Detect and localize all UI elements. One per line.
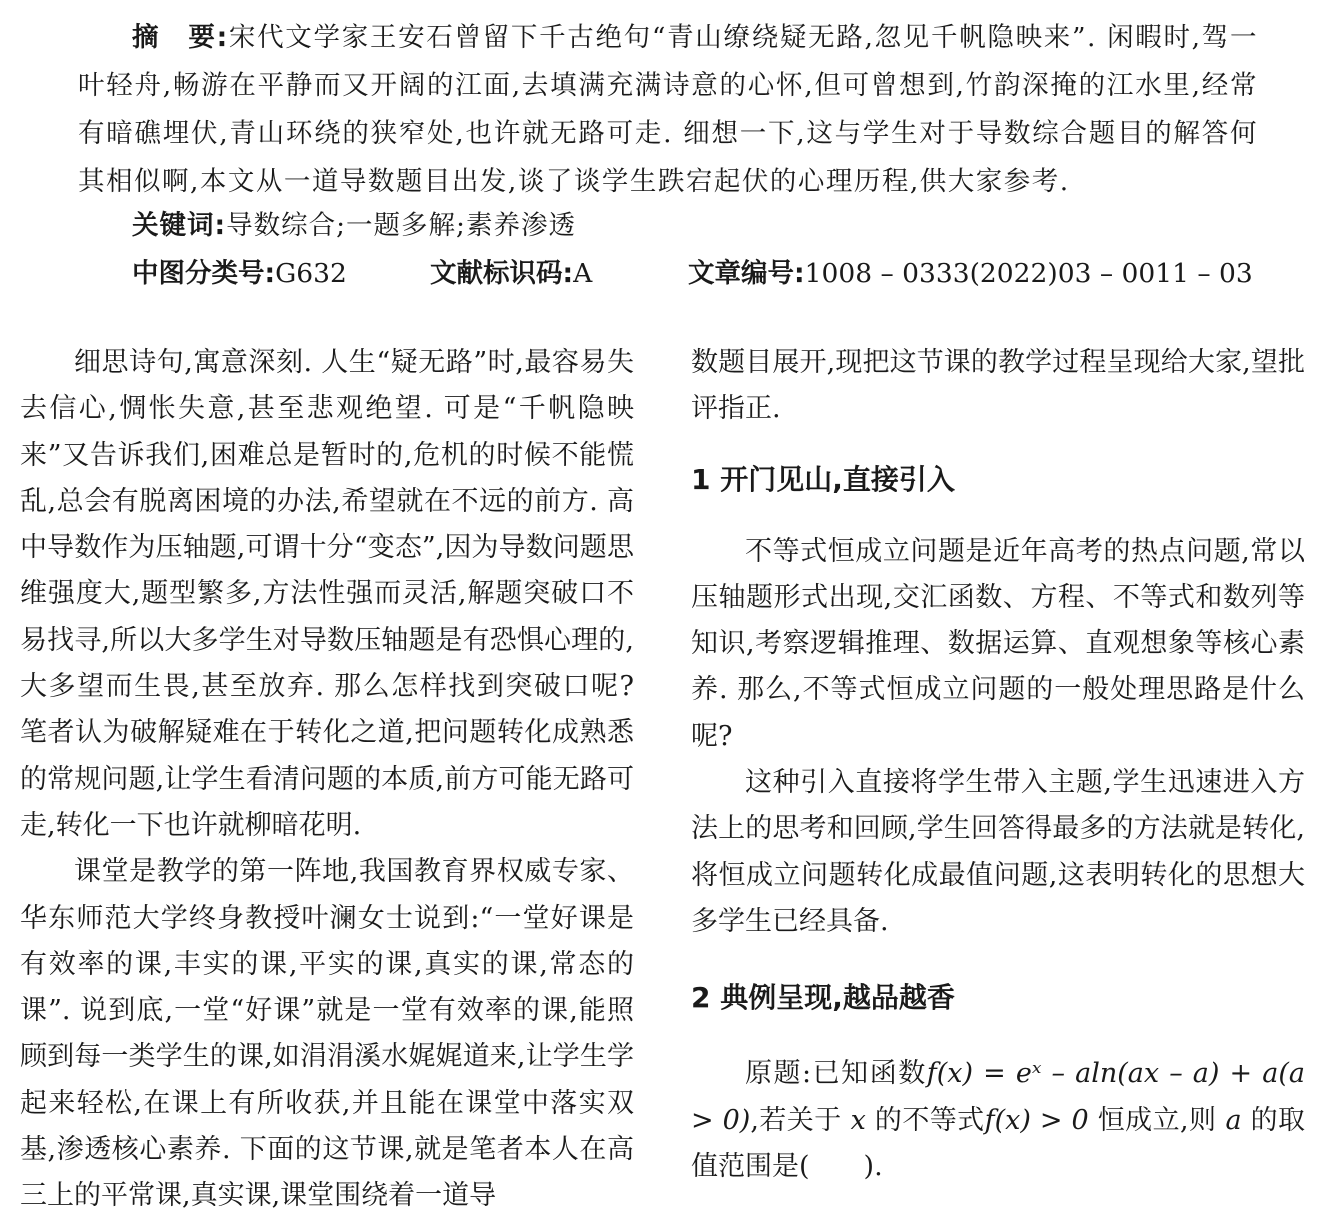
problem-mid: ,若关于	[750, 1104, 842, 1136]
article-number	[688, 250, 1253, 298]
right-paragraph-2: 这种引入直接将学生带入主题,学生迅速进入方法上的思考和回顾,学生回答得最多的方法就是转化,将恒成立问题转化成最值问题,这表明转化的思想大多学生已经具备.	[691, 767, 1305, 937]
keywords	[132, 202, 576, 250]
right-paragraph-1: 不等式恒成立问题是近年高考的热点问题,常以压轴题形式出现,交汇函数、方程、不等式和数列等知识,考察逻辑推理、数据运算、直观想象等核心素养. 那么,不等式恒成立问题的一般处理思路是什么呢?	[691, 535, 1305, 752]
problem-mid-3: 恒成立,则	[1097, 1104, 1217, 1136]
doc-label: 文献标识码:	[430, 258, 574, 289]
right-column	[691, 340, 1305, 1190]
abstract	[78, 14, 1258, 206]
abstract-text: 宋代文学家王安石曾留下千古绝句“青山缭绕疑无路,忽见千帆隐映来”. 闲暇时,驾一叶轻舟,畅游在平静而又开阔的江面,去填满充满诗意的心怀,但可曾想到,竹韵深掩的江水里,经常有暗礁埋伏,青山环绕的狭窄处,也许就无路可走. 细想一下,这与学生对于导数综合题目的解答何其相似啊,本文从一道导数题目出发,谈了谈学生跌宕起伏的心理历程,供大家参考.	[78, 22, 1258, 197]
left-paragraph-1: 细思诗句,寓意深刻. 人生“疑无路”时,最容易失去信心,惆怅失意,甚至悲观绝望. 可是“千帆隐映来”又告诉我们,困难总是暂时的,危机的时候不能慌乱,总会有脱离困境的办法,希望就在不远的前方. 高中导数作为压轴题,可谓十分“变态”,因为导数问题思维强度大,题型繁多,方法性强而灵活,解题突破口不易找寻,所以大多学生对导数压轴题是有恐惧心理的,大多望而生畏,甚至放弃. 那么怎样找到突破口呢? 笔者认为破解疑难在于转化之道,把问题转化成熟悉的常规问题,让学生看清问题的本质,前方可能无路可走,转化一下也许就柳暗花明.	[20, 347, 634, 841]
article-label: 文章编号:	[688, 258, 805, 289]
keywords-label: 关键词:	[132, 210, 227, 241]
abstract-label: 摘 要:	[132, 22, 229, 53]
right-paragraph-continuation: 数题目展开,现把这节课的教学过程呈现给大家,望批评指正.	[691, 347, 1305, 425]
problem-mid-2: 的不等式	[874, 1104, 985, 1136]
problem-statement	[691, 1051, 1305, 1190]
left-paragraph-2: 课堂是教学的第一阵地,我国教育界权威专家、华东师范大学终身教授叶澜女士说到:“一堂好课是有效率的课,丰实的课,平实的课,真实的课,常态的课”. 说到底,一堂“好课”就是一堂有效率的课,能照顾到每一类学生的课,如涓涓溪水娓娓道来,让学生学起来轻松,在课上有所收获,并且能在课堂中落实双基,渗透核心素养. 下面的这节课,就是笔者本人在高三上的平常课,真实课,课堂围绕着一道导	[20, 856, 634, 1212]
problem-suffix: 的取值范围是( ).	[691, 1104, 1305, 1182]
keywords-text: 导数综合;一题多解;素养渗透	[226, 210, 576, 241]
doc-value: A	[573, 258, 593, 289]
left-column	[20, 340, 634, 1220]
clc-number	[132, 250, 347, 298]
problem-prefix: 原题:已知函数	[745, 1058, 927, 1090]
section-heading-2: 2 典例呈现,越品越香	[691, 981, 955, 1015]
problem-variable-a: a	[1225, 1104, 1242, 1136]
clc-value: G632	[275, 258, 347, 289]
problem-inequality: f(x) > 0	[984, 1104, 1089, 1136]
clc-label: 中图分类号:	[132, 258, 276, 289]
problem-formula: f(x) = eˣ – aln(ax – a) + a(a > 0)	[691, 1058, 1305, 1136]
problem-variable-x: x	[850, 1104, 866, 1136]
article-value: 1008 – 0333(2022)03 – 0011 – 03	[804, 258, 1253, 289]
section-heading-1: 1 开门见山,直接引入	[691, 462, 955, 496]
document-code	[430, 250, 592, 298]
